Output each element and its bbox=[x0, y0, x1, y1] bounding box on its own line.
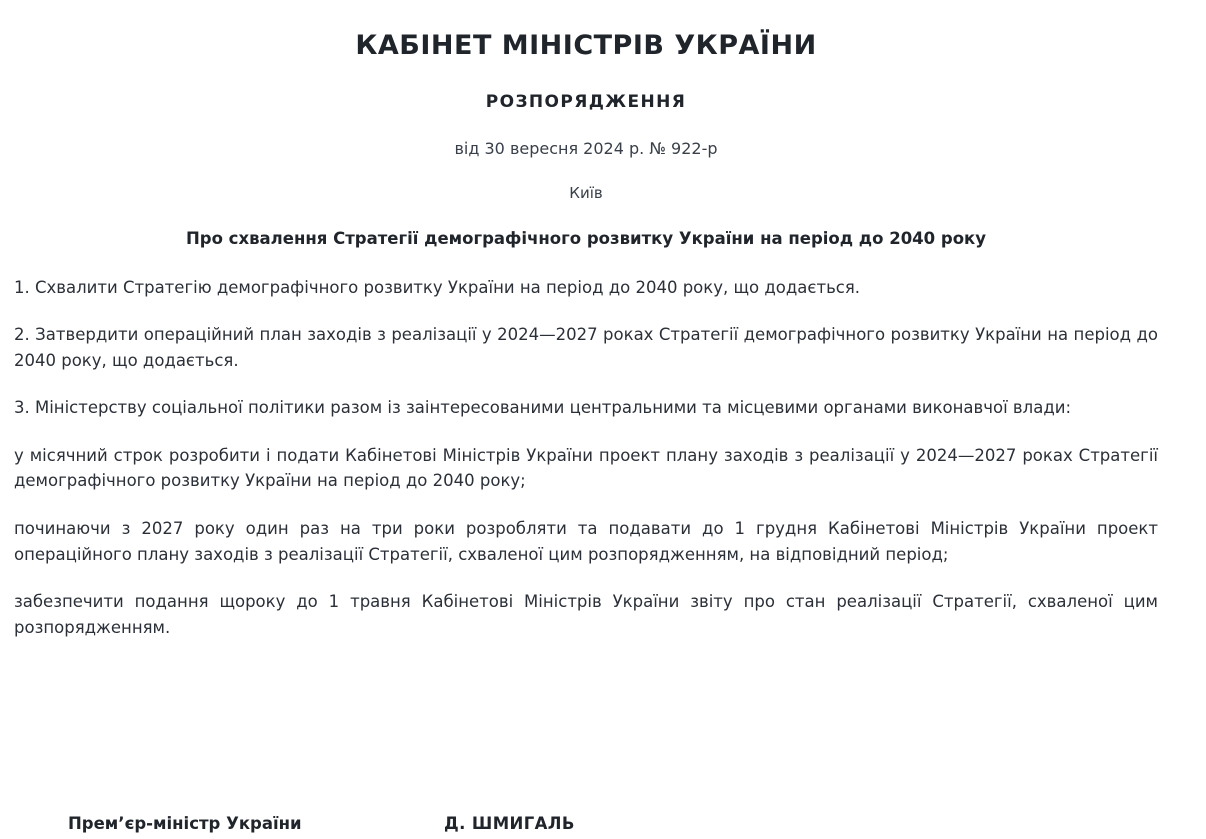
document-meta: від 30 вересня 2024 р. № 922-р bbox=[454, 139, 718, 159]
paragraph: забезпечити подання щороку до 1 травня Кабінетові Міністрів України звіту про стан реалізації Стратегії, схваленої цим розпорядженням. bbox=[14, 592, 1158, 637]
paragraph: починаючи з 2027 року один раз на три роки розробляти та подавати до 1 грудня Кабінетові Міністрів України проект операційного плану заходів з реалізації Стратегії, схваленої цим розпорядженням, на відповідний період; bbox=[14, 519, 1158, 564]
document-type: РОЗПОРЯДЖЕННЯ bbox=[485, 92, 687, 113]
paragraph: 3. Міністерству соціальної політики разом із заінтересованими центральними та місцевими органами виконавчої влади: bbox=[14, 398, 1072, 418]
document-city: Київ bbox=[569, 184, 603, 203]
document-subject: Про схвалення Стратегії демографічного розвитку України на період до 2040 року bbox=[185, 229, 986, 249]
paragraph: 1. Схвалити Стратегію демографічного розвитку України на період до 2040 року, що додається. bbox=[14, 277, 861, 297]
signature-block bbox=[14, 814, 1158, 833]
paragraph: у місячний строк розробити і подати Кабінетові Міністрів України проект плану заходів з реалізації у 2024—2027 роках Стратегії демографічного розвитку України на період до 2040 року; bbox=[14, 445, 1158, 491]
page-title: КАБІНЕТ МІНІСТРІВ УКРАЇНИ bbox=[355, 30, 817, 61]
signature-role: Прем’єр-міністр України bbox=[68, 814, 302, 833]
paragraph: 2. Затвердити операційний план заходів з реалізації у 2024—2027 роках Стратегії демографічного розвитку України на період до 2040 року, що додається. bbox=[14, 325, 1158, 370]
signature-name: Д. ШМИГАЛЬ bbox=[444, 814, 575, 833]
